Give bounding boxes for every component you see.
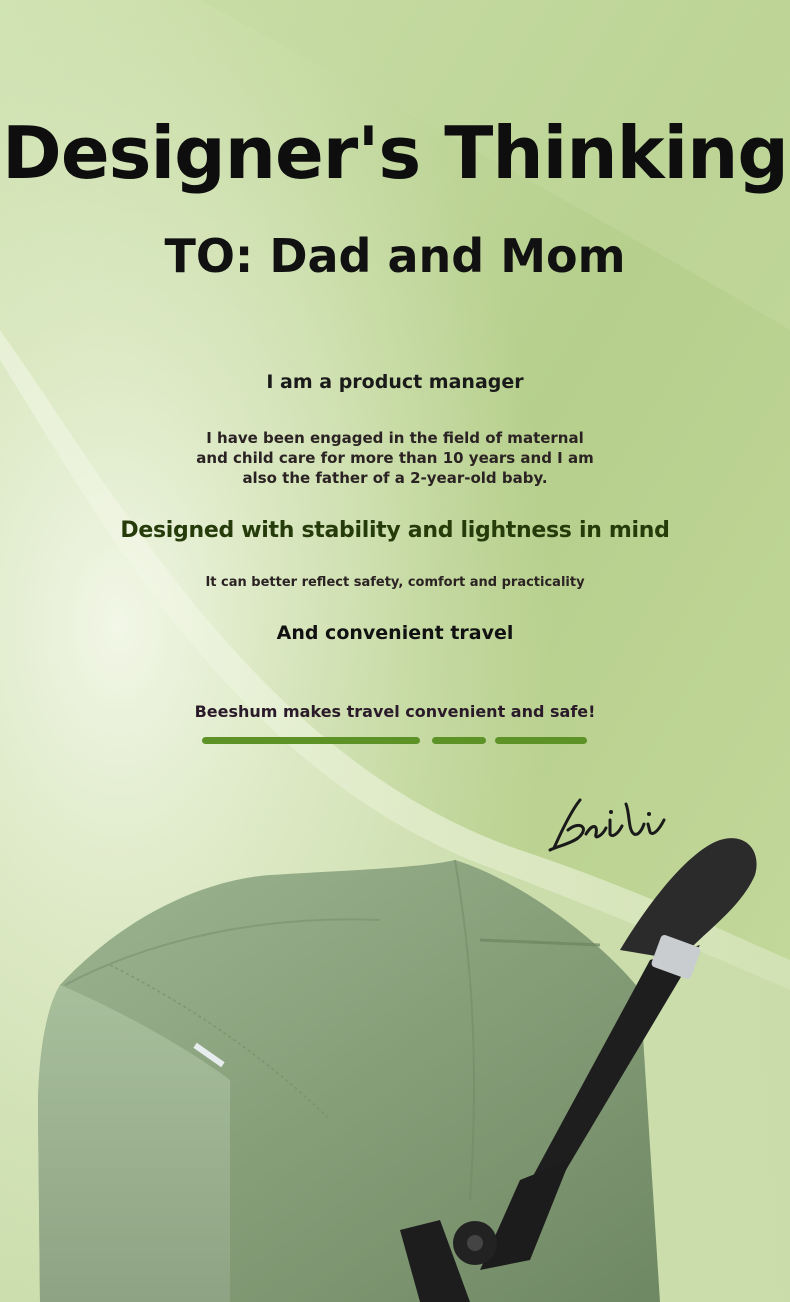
handwritten-signature-icon: [540, 790, 680, 860]
bar-long: [202, 737, 420, 744]
role-heading: I am a product manager: [266, 371, 524, 393]
design-statement: Designed with stability and lightness in mind: [120, 518, 670, 543]
page-subtitle: TO: Dad and Mom: [164, 229, 626, 283]
bar-medium: [495, 737, 587, 744]
brand-statement: Beeshum makes travel convenient and safe!: [194, 702, 596, 721]
page-title: Designer's Thinking: [2, 111, 788, 195]
travel-statement: And convenient travel: [276, 622, 514, 644]
reflect-statement: It can better reflect safety, comfort and practicality: [205, 575, 585, 590]
decorative-bars: [0, 737, 790, 744]
bar-short: [432, 737, 486, 744]
bio-paragraph: I have been engaged in the field of maternal and child care for more than 10 years and I am also the father of a 2-year-old baby.: [196, 429, 594, 487]
